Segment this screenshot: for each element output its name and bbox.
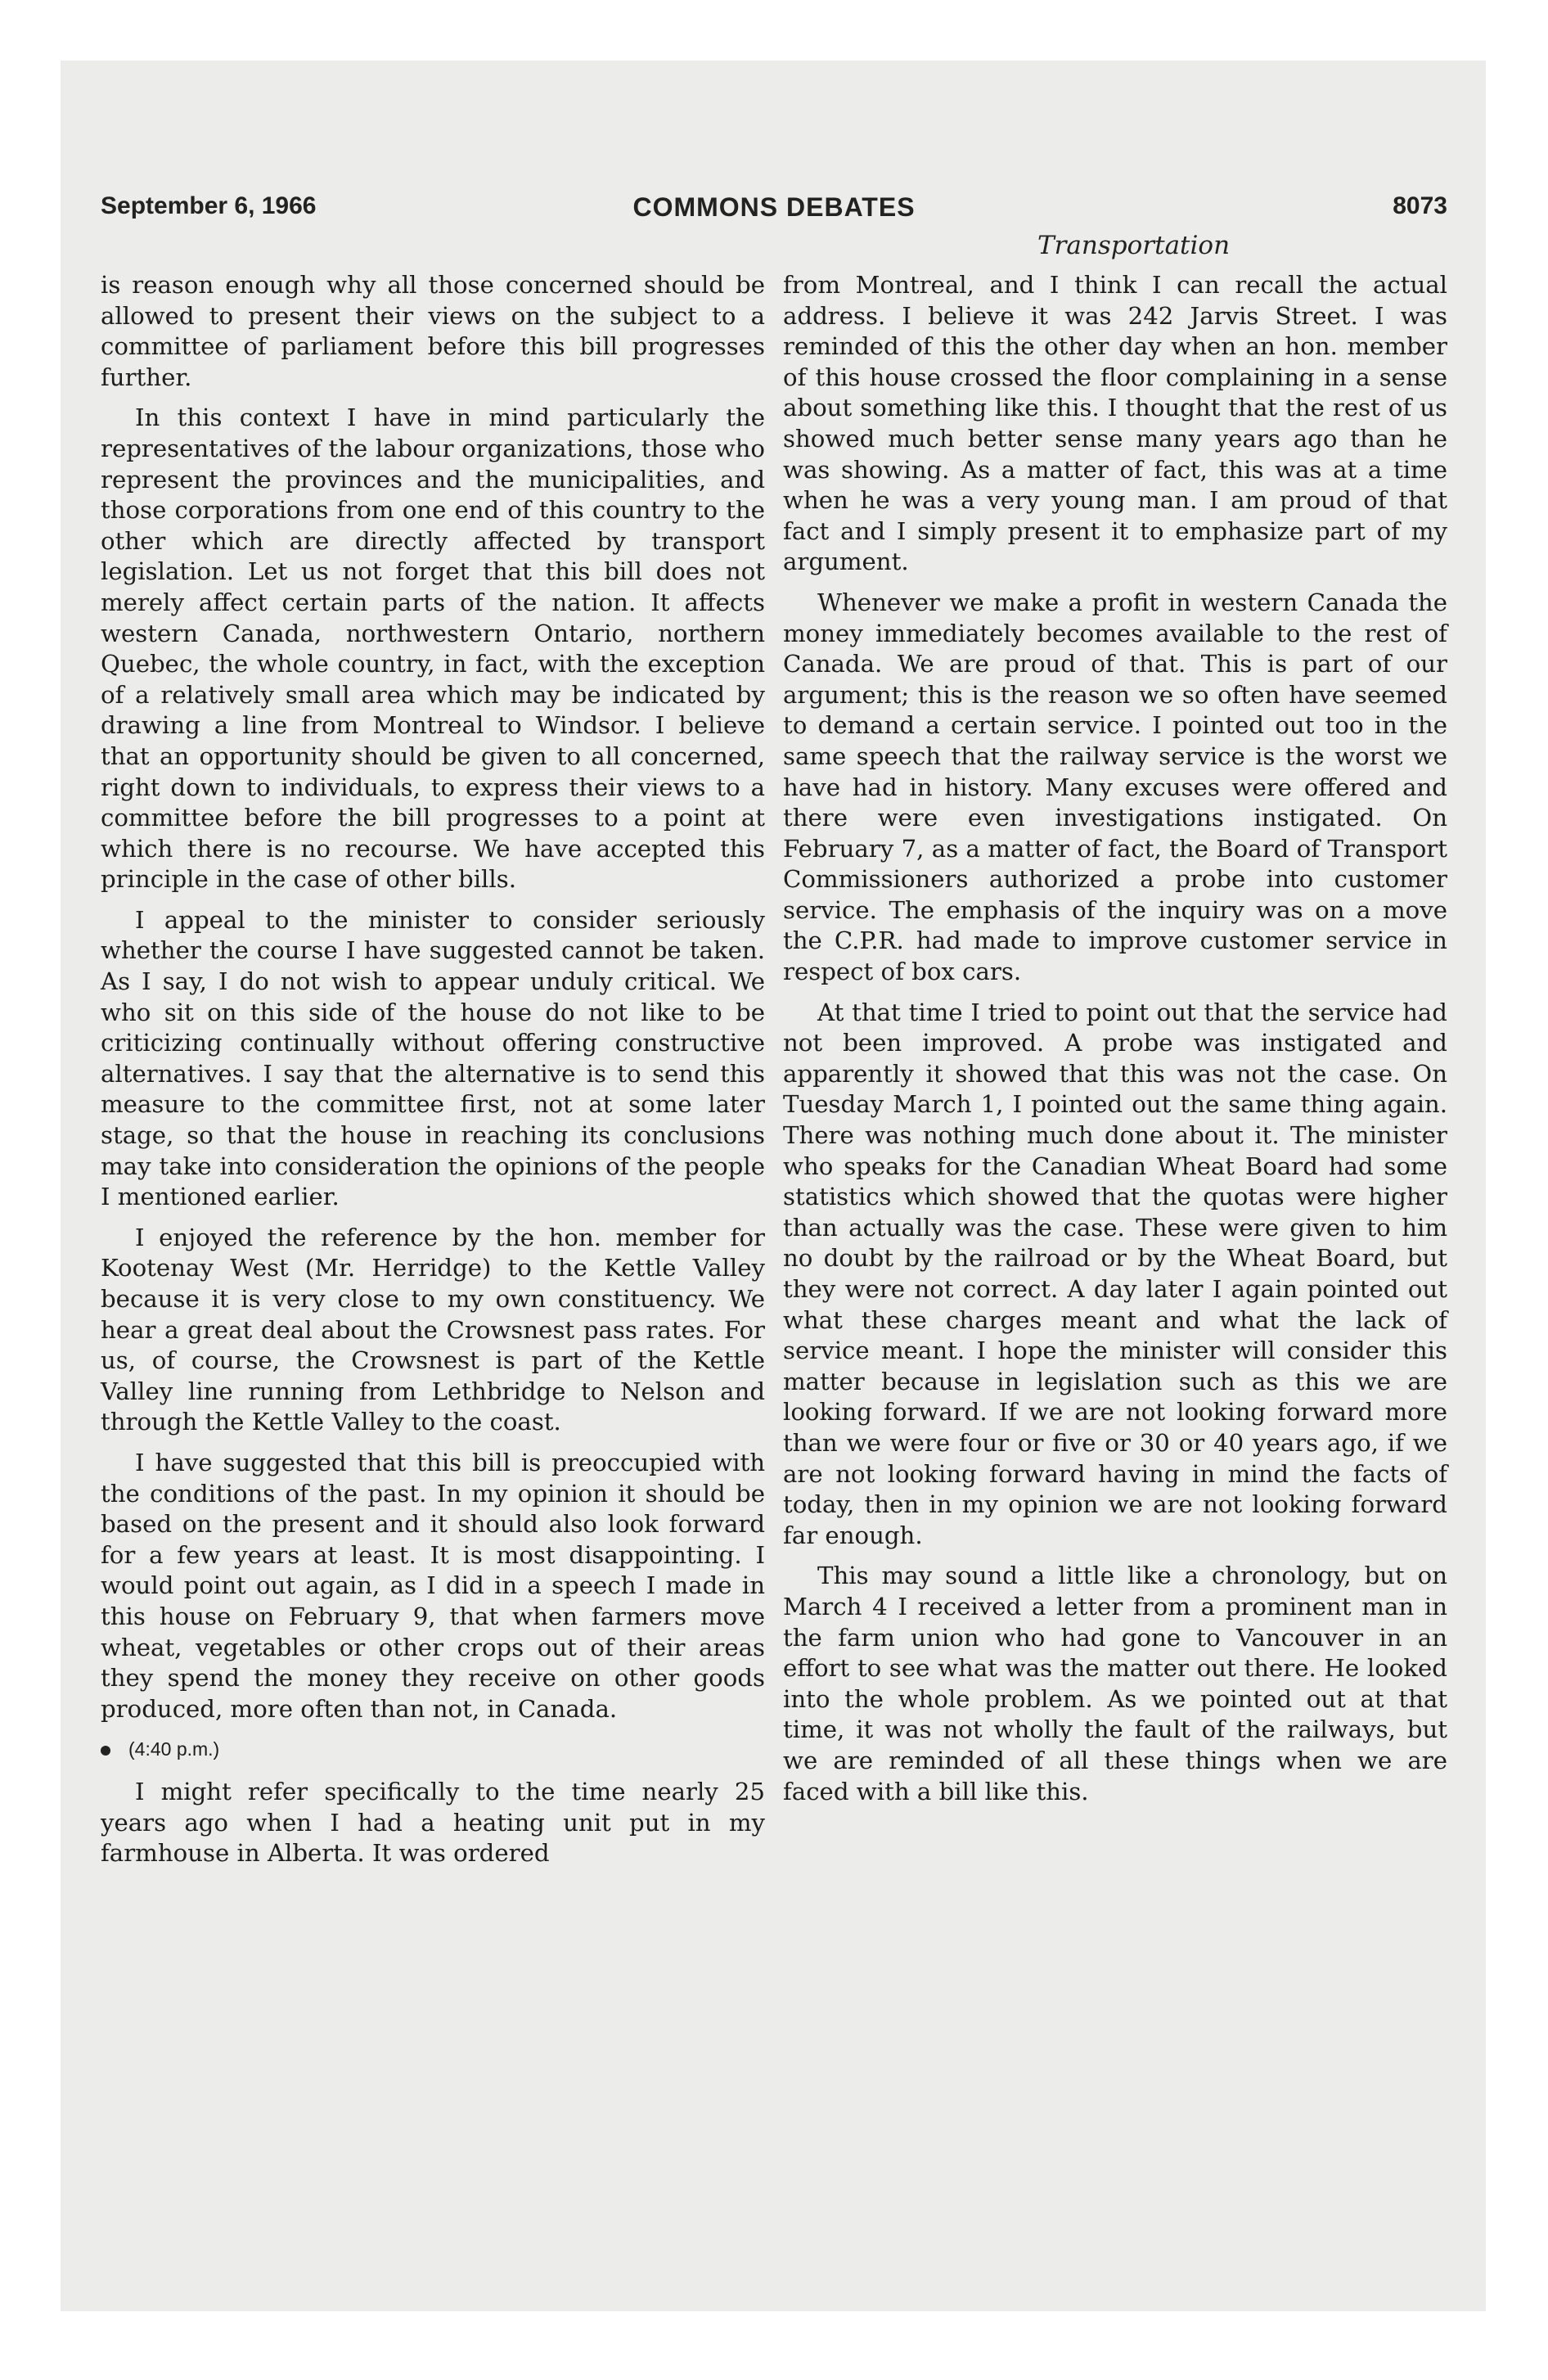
header-page-number: 8073 xyxy=(1393,192,1447,219)
left-column xyxy=(101,270,765,1879)
paragraph: is reason enough why all those concerned should be allowed to present their views on the subject to a committee of parliament before this bill progresses further. xyxy=(101,271,765,391)
paragraph: Whenever we make a profit in western Canada the money immediately becomes available to the rest of Canada. We are proud of that. This is part of our argument; this is the reason we so often have seemed to demand a certain service. I pointed out too in the same speech that the railway service is the worst we have had in history. Many excuses were offered and there were even investigations instigated. On February 7, as a matter of fact, the Board of Transport Commissioners authorized a probe into customer service. The emphasis of the inquiry was on a move the C.P.R. had made to improve customer service in respect of box cars. xyxy=(783,588,1447,986)
time-marker xyxy=(101,1734,765,1765)
paragraph: This may sound a little like a chronology, but on March 4 I received a letter from a prominent man in the farm union who had gone to Vancouver in an effort to see what was the matter out there. He looked into the whole problem. As we pointed out at that time, it was not wholly the fault of the railways, but we are reminded of all these things when we are faced with a bill like this. xyxy=(783,1562,1447,1805)
header-date: September 6, 1966 xyxy=(101,192,317,219)
paragraph: I appeal to the minister to consider seriously whether the course I have suggested cannot be taken. As I say, I do not wish to appear unduly critical. We who sit on this side of the house do not like to be criticizing continually without offering constructive alternatives. I say that the alternative is to send this measure to the committee first, not at some later stage, so that the house in reaching its conclusions may take into consideration the opinions of the people I mentioned earlier. xyxy=(101,905,765,1211)
running-header xyxy=(101,192,1447,228)
paragraph: At that time I tried to point out that the service had not been improved. A probe was instigated and apparently it showed that this was not the case. On Tuesday March 1, I pointed out the same thing again. There was nothing much done about it. The minister who speaks for the Canadian Wheat Board had some statistics which showed that the quotas were higher than actually was the case. These were given to him no doubt by the railroad or by the Wheat Board, but they were not correct. A day later I again pointed out what these charges meant and what the lack of service meant. I hope the minister will consider this matter because in legislation such as this we are looking forward. If we are not looking forward more than we were four or five or 30 or 40 years ago, if we are not looking forward having in mind the facts of today, then in my opinion we are not looking forward far enough. xyxy=(783,998,1447,1549)
bullet-icon xyxy=(101,1746,110,1756)
paragraph: from Montreal, and I think I can recall the actual address. I believe it was 242 Jarvis Street. I was reminded of this the other day when an hon. member of this house crossed the floor complaining in a sense about something like this. I thought that the rest of us showed much better sense many years ago than he was showing. As a matter of fact, this was at a time when he was a very young man. I am proud of that fact and I simply present it to emphasize part of my argument. xyxy=(783,271,1447,576)
paragraph: I might refer specifically to the time nearly 25 years ago when I had a heating unit put in my farmhouse in Alberta. It was ordered xyxy=(101,1777,765,1868)
section-title: Transportation xyxy=(1037,231,1231,260)
paragraph: I enjoyed the reference by the hon. member for Kootenay West (Mr. Herridge) to the Kettle Valley because it is very close to my own constituency. We hear a great deal about the Crowsnest pass rates. For us, of course, the Crowsnest is part of the Kettle Valley line running from Lethbridge to Nelson and through the Kettle Valley to the coast. xyxy=(101,1223,765,1436)
time-marker-text: (4:40 p.m.) xyxy=(128,1738,220,1760)
right-column xyxy=(783,270,1447,1817)
paragraph: In this context I have in mind particularly the representatives of the labour organizations, those who represent the provinces and the municipalities, and those corporations from one end of this country to the other which are directly affected by transport legislation. Let us not forget that this bill does not merely affect certain parts of the nation. It affects western Canada, northwestern Ontario, northern Quebec, the whole country, in fact, with the exception of a relatively small area which may be indicated by drawing a line from Montreal to Windsor. I believe that an opportunity should be given to all concerned, right down to individuals, to express their views to a committee before the bill progresses to a point at which there is no recourse. We have accepted this principle in the case of other bills. xyxy=(101,403,765,894)
header-publication: COMMONS DEBATES xyxy=(632,192,916,222)
paragraph: I have suggested that this bill is preoccupied with the conditions of the past. In my opinion it should be based on the present and it should also look forward for a few years at least. It is most disappointing. I would point out again, as I did in a speech I made in this house on February 9, that when farmers move wheat, vegetables or other crops out of their areas they spend the money they receive on other goods produced, more often than not, in Canada. xyxy=(101,1448,765,1723)
